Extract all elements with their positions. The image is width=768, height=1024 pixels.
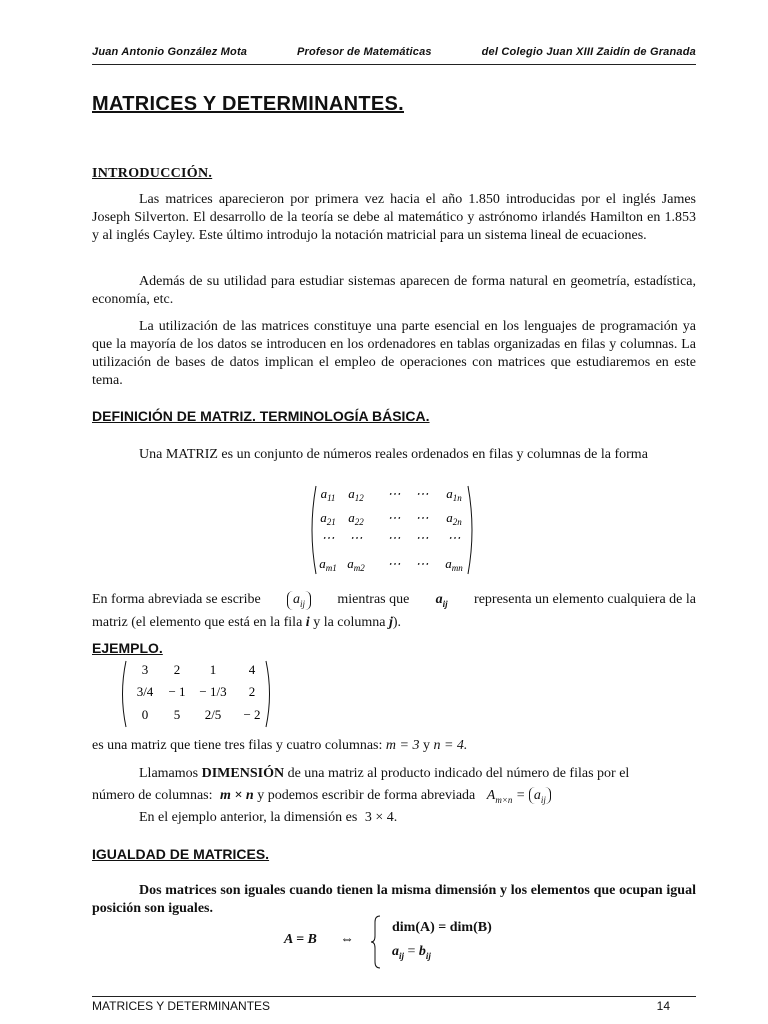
dimension-line2-post: y podemos escribir de forma abreviada <box>257 788 476 803</box>
m-times-n: m × n <box>220 788 254 803</box>
matrix-cell: 3/4 <box>136 684 154 699</box>
page-header <box>92 46 696 58</box>
matrix-cell: 2 <box>173 662 181 677</box>
footer-rule <box>92 996 696 997</box>
matrix-cell: − 1 <box>168 684 186 699</box>
matrix-cell: 4 <box>248 662 256 677</box>
abbrev-line2-post: ). <box>392 615 402 630</box>
matrix-cell: − 2 <box>243 707 261 722</box>
left-brace <box>370 914 384 970</box>
dimension-bold: DIMENSIÓN <box>201 766 285 781</box>
example-text-1 <box>92 738 467 754</box>
matrix-cell: $a_{12}$ <box>348 486 364 503</box>
cond-b: b <box>418 944 426 959</box>
definition-paragraph: Una MATRIZ es un conjunto de números reales ordenados en filas y columnas de la forma <box>139 447 648 462</box>
abbrev-line2-mid: y la columna <box>313 615 386 630</box>
dimension-line-2 <box>92 788 551 805</box>
condition-dim: dim(A) = dim(B) <box>392 920 492 935</box>
page-number: 14 <box>656 999 670 1013</box>
intro-heading: INTRODUCCIÓN. <box>92 166 213 181</box>
footer-title: MATRICES Y DETERMINANTES <box>92 999 271 1013</box>
aij-bold: $a_{ij}$ <box>435 592 448 609</box>
matrix-cell: $a_{m2}$ <box>347 556 365 573</box>
a-equals-b: A = B <box>284 932 317 947</box>
condition-elements: $a_{ij} = b_{ij}$ <box>392 944 431 961</box>
matrix-cell: − 1/3 <box>199 684 227 699</box>
intro-paragraph-1: Las matrices aparecieron por primera vez hacia el año 1.850 introducidas por el inglés James Joseph Silverton. El desarrollo de la teoría se debe al matemático y astrónomo irlandés Hamilton en 1.853 y al inglés Cayley. Este último introdujo la notación matricial para un sistema lineal de ecuaciones. <box>92 192 696 243</box>
matrix-cell: $a_{mn}$ <box>445 556 463 573</box>
equality-paragraph: Dos matrices son iguales cuando tienen la misma dimensión y los elementos que ocupan igual posición son iguales. <box>92 883 696 916</box>
header-rule <box>92 64 696 65</box>
equality-heading: IGUALDAD DE MATRICES. <box>92 846 270 862</box>
page-title: MATRICES Y DETERMINANTES. <box>92 93 404 115</box>
cond-eq: = <box>407 944 416 959</box>
example-text-1-pre: es una matriz que tiene tres filas y cuatro columnas: <box>92 738 383 753</box>
intro-paragraph-2: Además de su utilidad para estudiar sistemas aparecen de forma natural en geometría, estadística, economía, etc. <box>92 274 696 307</box>
matrix-cell: ⋯ <box>447 530 461 545</box>
dimension-value: 3 × 4. <box>364 810 398 825</box>
matrix-cell: $a_{1n}$ <box>446 486 462 503</box>
matrix-cell: ⋯ <box>415 556 429 571</box>
row-index: i <box>305 615 310 630</box>
abbrev-mid: mientras que <box>337 592 410 607</box>
header-author: Juan Antonio González Mota <box>92 46 248 58</box>
matrix-cell: $a_{22}$ <box>348 510 364 527</box>
dimension-paragraph <box>92 765 696 783</box>
abbrev-line2-pre: matriz (el elemento que está en la fila <box>92 615 303 630</box>
matrix-cell: ⋯ <box>349 530 363 545</box>
y-word: y <box>422 738 430 753</box>
dimension-pre: Llamamos <box>139 766 199 781</box>
m-equals: m = 3 <box>385 738 420 753</box>
example-heading: EJEMPLO. <box>92 640 163 656</box>
matrix-cell: 2/5 <box>204 707 222 722</box>
dimension-line-3 <box>139 810 397 826</box>
matrix-cell: $a_{11}$ <box>320 486 336 503</box>
matrix-cell: ⋯ <box>415 486 429 501</box>
matrix-cell: 0 <box>141 707 149 722</box>
matrix-cell: $a_{m1}$ <box>319 556 337 573</box>
example-matrix <box>118 658 274 730</box>
dimension-line3-pre: En el ejemplo anterior, la dimensión es <box>139 810 358 825</box>
n-equals: n = 4. <box>433 738 468 753</box>
general-matrix <box>306 482 478 578</box>
matrix-cell: $a_{21}$ <box>320 510 336 527</box>
matrix-cell: ⋯ <box>387 556 401 571</box>
matrix-cell: 3 <box>141 662 149 677</box>
abbrev-line-2 <box>92 615 401 631</box>
matrix-cell: ⋯ <box>387 486 401 501</box>
matrix-cell: ⋯ <box>321 530 335 545</box>
matrix-cell: ⋯ <box>387 510 401 525</box>
cond-a: a <box>392 944 399 959</box>
dimension-post: de una matriz al producto indicado del número de filas por el <box>287 766 630 781</box>
matrix-cell: 2 <box>248 684 256 699</box>
matrix-cell: ⋯ <box>387 530 401 545</box>
equality-lhs <box>284 932 317 948</box>
amxn-notation: $A_{m\times n} = a_{ij}$ <box>487 788 551 803</box>
header-school: del Colegio Juan XIII Zaidín de Granada <box>481 46 696 58</box>
matrix-cell: $a_{2n}$ <box>446 510 462 527</box>
matrix-cell: ⋯ <box>415 530 429 545</box>
matrix-cell: 5 <box>173 707 181 722</box>
matrix-cell: 1 <box>209 662 217 677</box>
iff-symbol: ⇔ <box>340 932 354 947</box>
dimension-line2-pre: número de columnas: <box>92 788 213 803</box>
left-paren <box>123 661 127 727</box>
abbrev-post: representa un elemento cualquiera de la <box>474 592 696 607</box>
page-footer <box>92 999 696 1013</box>
aij-notation: $a_{ij}$ <box>287 591 311 610</box>
right-paren <box>266 661 270 727</box>
left-paren <box>312 486 316 574</box>
right-paren <box>468 486 472 574</box>
intro-paragraph-3: La utilización de las matrices constituye una parte esencial en los lenguajes de programación ya que la mayoría de los datos se introducen en los ordenadores en tablas organizadas en filas y columnas. La utilización de bases de datos implican el empleo de operaciones con matrices que estudiaremos en este tema. <box>92 319 696 388</box>
col-index: j <box>385 615 393 630</box>
abbrev-line-1 <box>92 591 696 610</box>
header-role: Profesor de Matemáticas <box>296 46 432 58</box>
matrix-cell: ⋯ <box>415 510 429 525</box>
definition-heading: DEFINICIÓN DE MATRIZ. TERMINOLOGÍA BÁSICA. <box>92 408 430 424</box>
abbrev-pre: En forma abreviada se escribe <box>92 592 261 607</box>
